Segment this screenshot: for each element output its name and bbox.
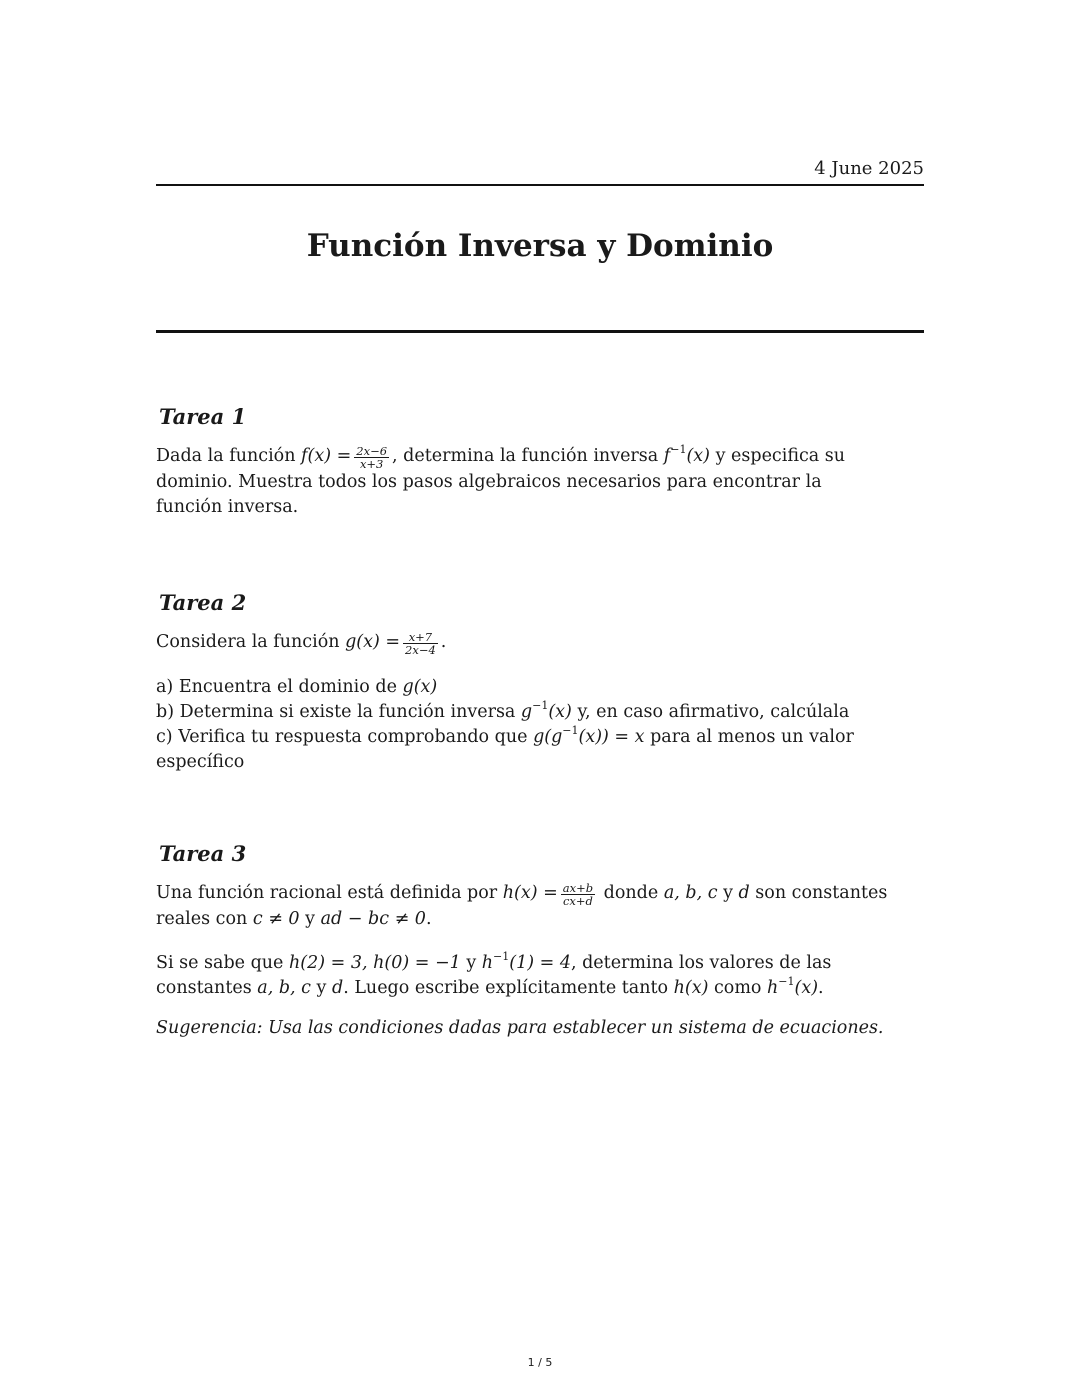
fraction: $\frac{x+7}{2x-4}$	[405, 630, 436, 657]
task-2-heading: Tarea 2	[159, 590, 247, 615]
task-3-paragraph-2: Si se sabe que h(2) = 3, h(0) = −1 y $h^{-1}(1) = 4$, determina los valores de las constantes a, b, c y d. Luego escribe explícitamente tanto h(x) como $h^{-1}(x)$.	[156, 950, 832, 998]
title-rule	[156, 330, 924, 333]
header-rule	[156, 184, 924, 186]
page-title: Función Inversa y Dominio	[306, 228, 774, 264]
task-2-items	[156, 675, 856, 775]
task-2-item-c: c) Verifica tu respuesta comprobando que $g(g^{-1}(x)) = x$ para al menos un valor específico	[156, 724, 854, 772]
task-2-item-b: b) Determina si existe la función inversa $g^{-1}(x)$ y, en caso afirmativo, calcúlala	[156, 699, 850, 722]
task-3-paragraph-1: Una función racional está definida por h(x) = $\frac{ax+b}{cx+d}$ donde a, b, c y d son constantes reales con c ≠ 0 y ad − bc ≠ 0.	[156, 881, 888, 929]
task-3-hint: Sugerencia: Usa las condiciones dadas para establecer un sistema de ecuaciones.	[156, 1018, 884, 1038]
document-date: 4 June 2025	[814, 158, 924, 179]
task-3-heading: Tarea 3	[159, 841, 247, 866]
fraction: $\frac{ax+b}{cx+d}$	[562, 881, 594, 908]
task-1-text: Dada la función f(x) = $\frac{2x-6}{x+3}$ , determina la función inversa $f^{-1}(x)$ y especifica su dominio. Muestra todos los pasos algebraicos necesarios para encontrar la función inversa.	[156, 443, 846, 517]
page-number: 1 / 5	[527, 1356, 553, 1369]
task-2-item-a: a) Encuentra el dominio de g(x)	[156, 677, 438, 697]
task-2-intro: Considera la función g(x) = $\frac{x+7}{2x-4}$ .	[156, 630, 447, 657]
task-1-heading: Tarea 1	[159, 404, 247, 429]
fraction: $\frac{2x-6}{x+3}$	[356, 444, 388, 471]
